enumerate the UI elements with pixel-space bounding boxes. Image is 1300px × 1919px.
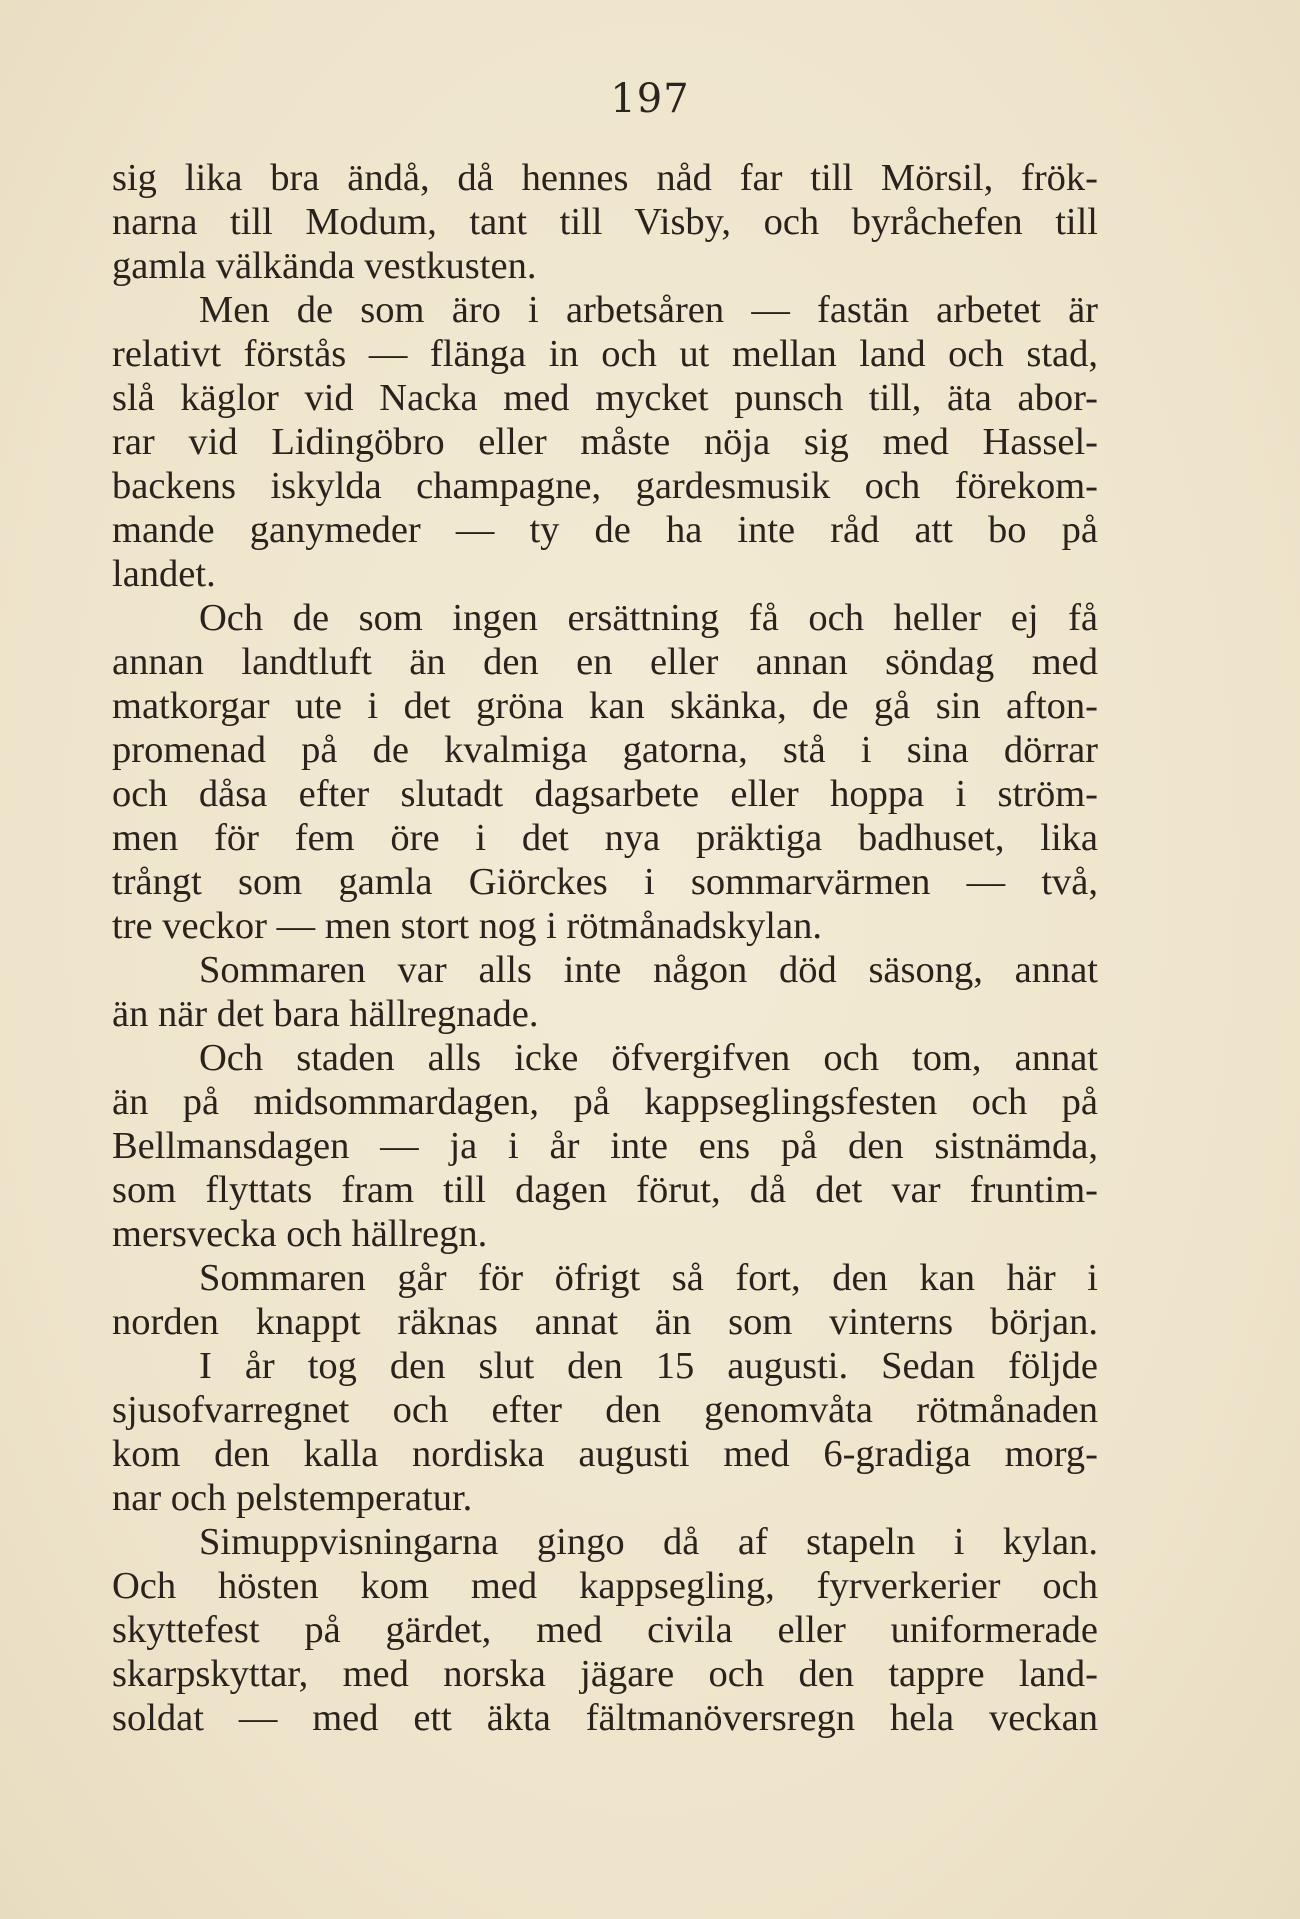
- text-line: skyttefest på gärdet, med civila eller uniformerade: [112, 1609, 1098, 1651]
- text-line: Och hösten kom med kappsegling, fyrverkerier och: [112, 1565, 1098, 1607]
- text-line: nar och pelstemperatur.: [112, 1477, 473, 1519]
- text-line: Simuppvisningarna gingo då af stapeln i kylan.: [199, 1521, 1098, 1563]
- body-text: [112, 156, 1098, 1740]
- text-line: slå käglor vid Nacka med mycket punsch till, äta abor-: [112, 377, 1098, 419]
- page-number: 197: [610, 76, 690, 122]
- text-line: Och staden alls icke öfvergifven och tom, annat: [199, 1037, 1098, 1079]
- text-line: än på midsommardagen, på kappseglingsfesten och på: [112, 1081, 1098, 1123]
- text-line: men för fem öre i det nya präktiga badhuset, lika: [112, 817, 1098, 859]
- text-line: mande ganymeder — ty de ha inte råd att bo på: [112, 509, 1098, 551]
- text-line: och dåsa efter slutadt dagsarbete eller hoppa i ström-: [112, 773, 1098, 815]
- text-line: än när det bara hällregnade.: [112, 993, 539, 1035]
- text-line: sig lika bra ändå, då hennes nåd far till Mörsil, frök-: [112, 157, 1098, 199]
- text-line: Och de som ingen ersättning få och heller ej få: [199, 597, 1098, 639]
- text-line: annan landtluft än den en eller annan söndag med: [112, 641, 1098, 683]
- text-line: trångt som gamla Giörckes i sommarvärmen — två,: [112, 861, 1098, 903]
- text-line: Bellmansdagen — ja i år inte ens på den sistnämda,: [112, 1125, 1098, 1167]
- text-line: narna till Modum, tant till Visby, och byråchefen till: [112, 201, 1098, 243]
- text-line: skarpskyttar, med norska jägare och den tappre land-: [112, 1653, 1098, 1695]
- text-line: rar vid Lidingöbro eller måste nöja sig med Hassel-: [112, 421, 1098, 463]
- text-line: kom den kalla nordiska augusti med 6-gradiga morg-: [112, 1433, 1098, 1475]
- text-line: matkorgar ute i det gröna kan skänka, de gå sin afton-: [112, 685, 1098, 727]
- text-line: sjusofvarregnet och efter den genomvåta rötmånaden: [112, 1389, 1098, 1431]
- text-line: relativt förstås — flänga in och ut mellan land och stad,: [112, 333, 1098, 375]
- text-line: promenad på de kvalmiga gatorna, stå i sina dörrar: [112, 729, 1098, 771]
- text-line: Sommaren går för öfrigt så fort, den kan här i: [199, 1257, 1098, 1299]
- text-line: Sommaren var alls inte någon död säsong, annat: [199, 949, 1098, 991]
- text-line: Men de som äro i arbetsåren — fastän arbetet är: [199, 289, 1098, 331]
- text-line: soldat — med ett äkta fältmanöversregn hela veckan: [112, 1697, 1098, 1739]
- text-line: som flyttats fram till dagen förut, då det var fruntim-: [112, 1169, 1098, 1211]
- text-line: gamla välkända vestkusten.: [112, 245, 537, 287]
- text-line: backens iskylda champagne, gardesmusik och förekom-: [112, 465, 1098, 507]
- text-line: landet.: [112, 553, 216, 595]
- text-line: I år tog den slut den 15 augusti. Sedan följde: [199, 1345, 1098, 1387]
- text-line: tre veckor — men stort nog i rötmånadskylan.: [112, 905, 822, 947]
- text-line: norden knappt räknas annat än som vinterns början.: [112, 1301, 1098, 1343]
- text-line: mersvecka och hällregn.: [112, 1213, 488, 1255]
